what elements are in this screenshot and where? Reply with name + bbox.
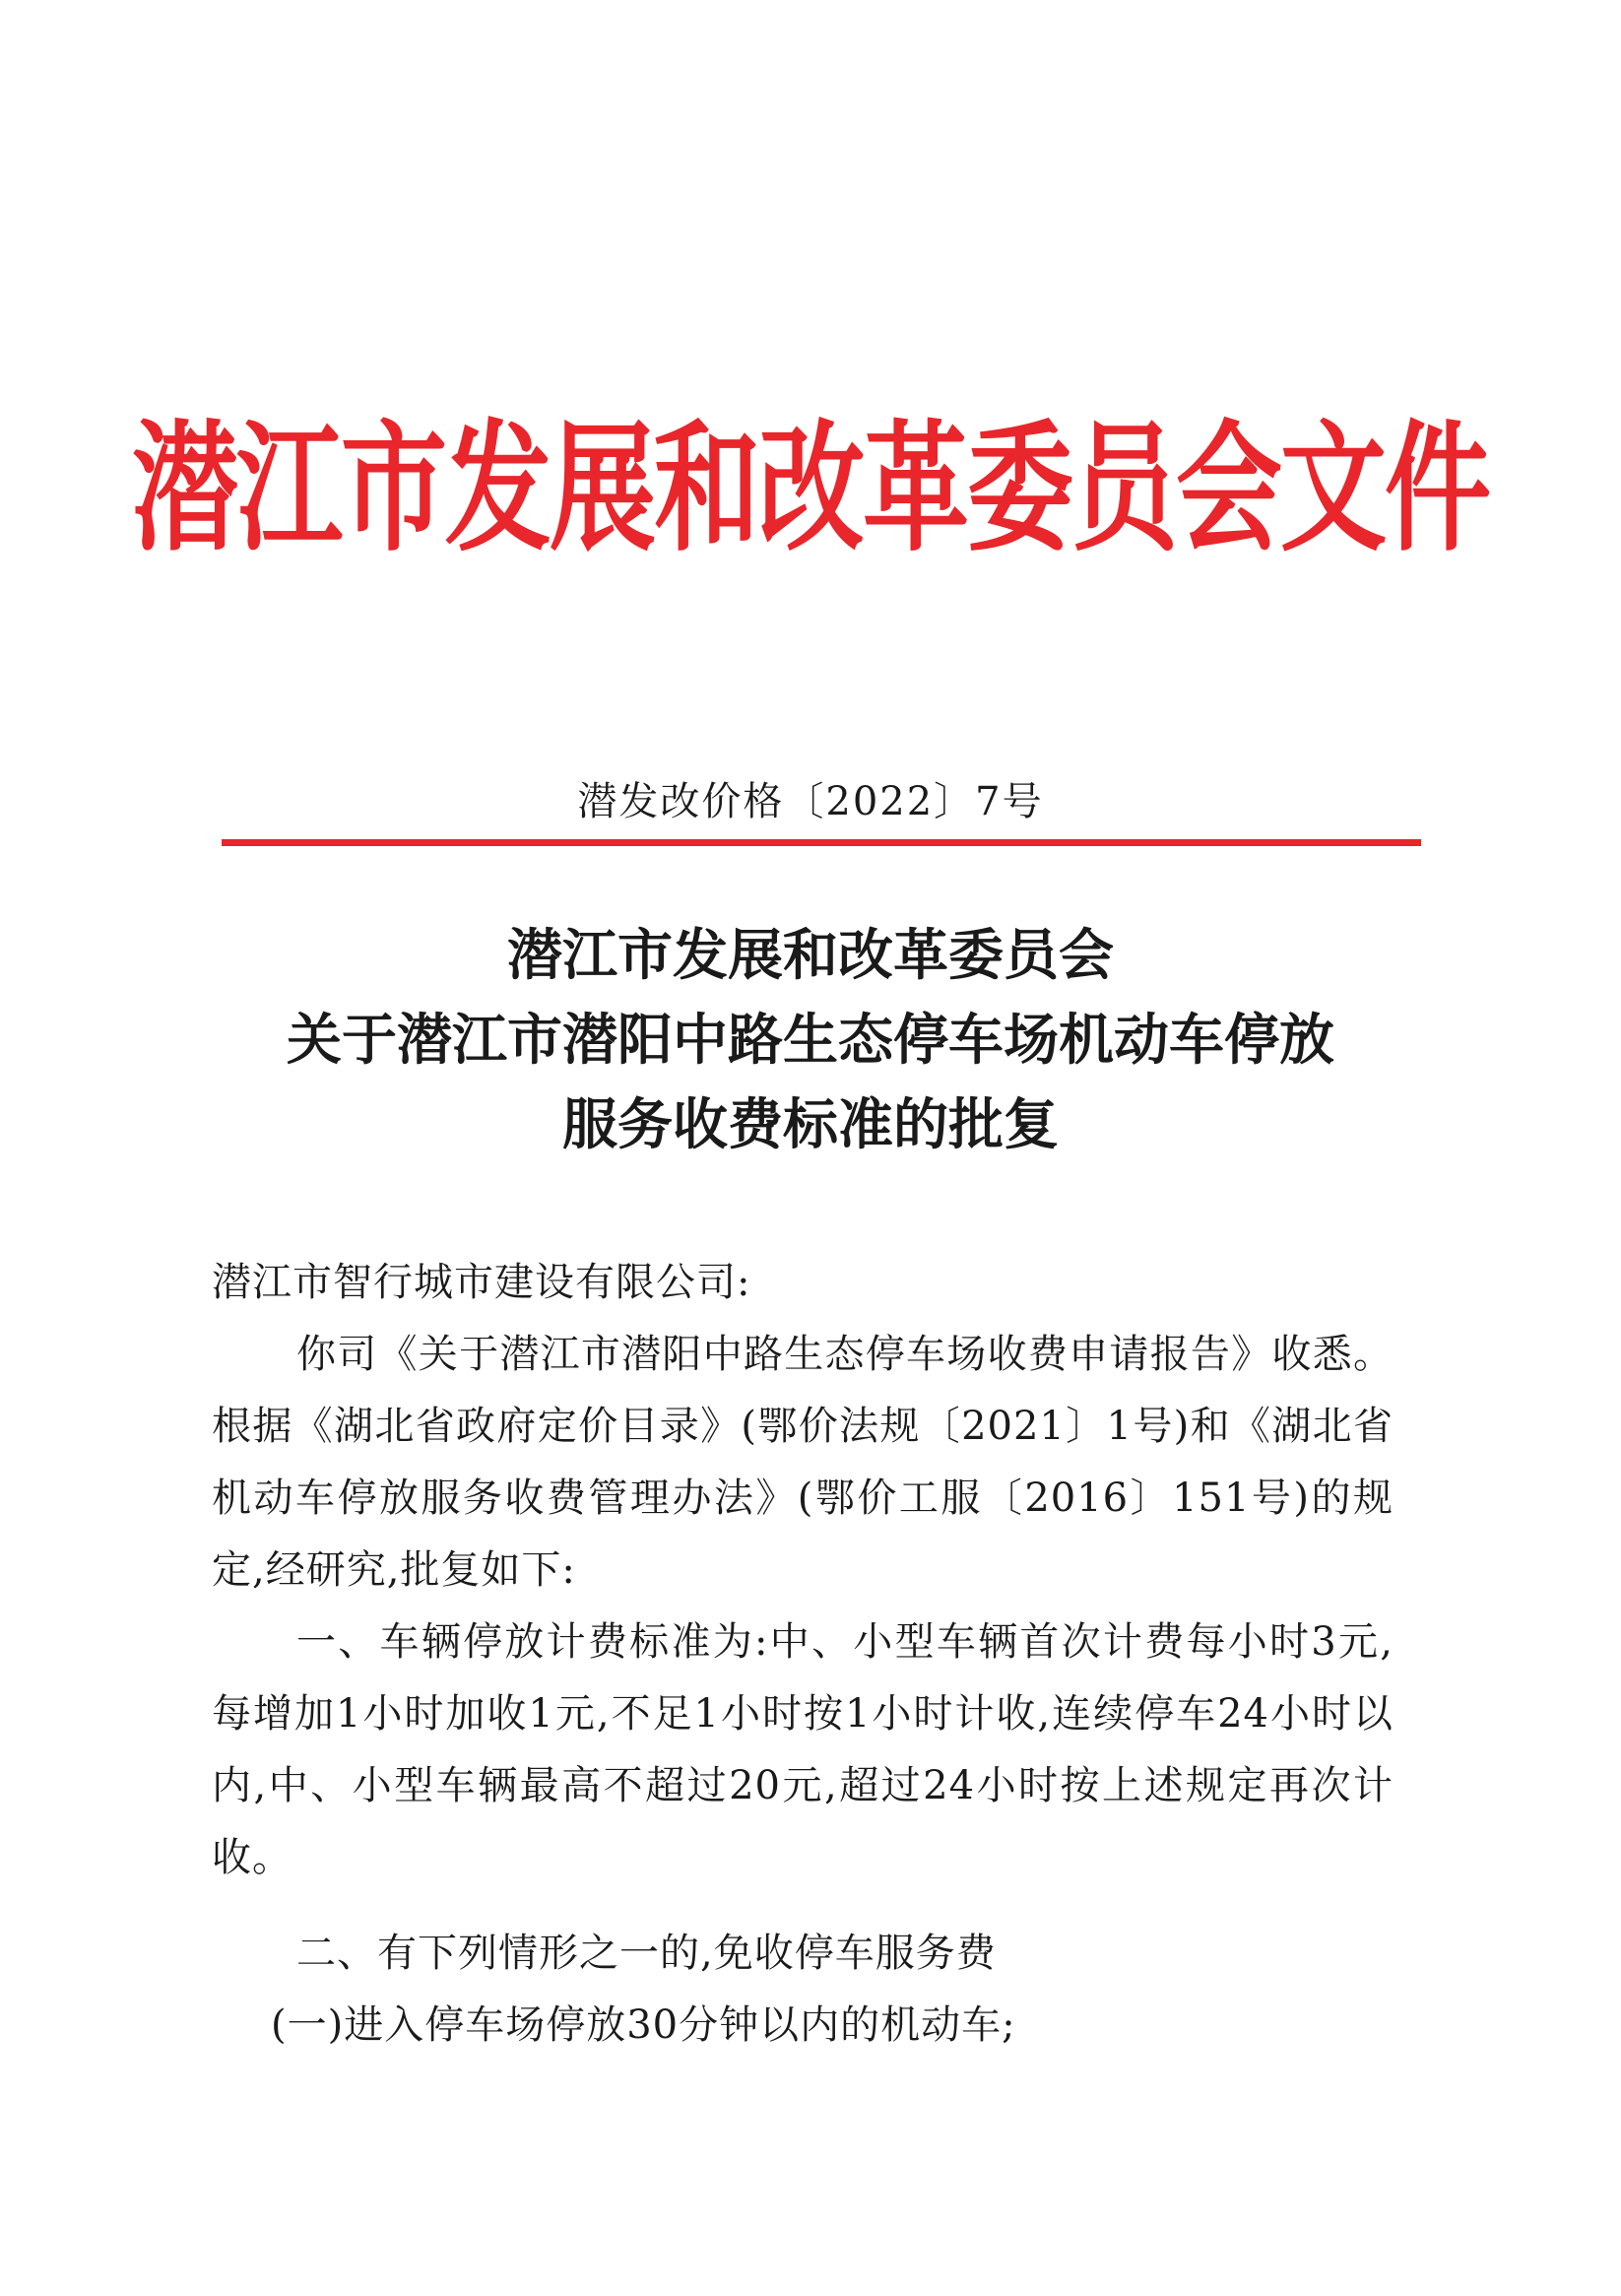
addressee: 潜江市智行城市建设有限公司: bbox=[212, 1260, 751, 1305]
paragraph-exemptions-heading: 二、有下列情形之一的,免收停车服务费 bbox=[296, 1931, 997, 1976]
document-title bbox=[0, 914, 1621, 1168]
document-body bbox=[212, 1247, 1394, 2062]
title-line-3: 服务收费标准的批复 bbox=[562, 1093, 1059, 1157]
title-line-2: 关于潜江市潜阳中路生态停车场机动车停放 bbox=[287, 1009, 1334, 1073]
issuer-masthead: 潜江市发展和改革委员会文件 bbox=[131, 408, 1489, 571]
title-line-1: 潜江市发展和改革委员会 bbox=[507, 924, 1114, 988]
document-number: 潜发改价格〔2022〕7号 bbox=[577, 779, 1044, 824]
paragraph-intro: 你司《关于潜江市潜阳中路生态停车场收费申请报告》收悉。根据《湖北省政府定价目录》(鄂价法规〔2021〕1号)和《湖北省机动车停放服务收费管理办法》(鄂价工服〔2016〕151号)的规定,经研究,批复如下: bbox=[212, 1332, 1394, 1593]
red-divider-line bbox=[222, 839, 1421, 846]
paragraph-exemption-1: (一)进入停车场停放30分钟以内的机动车; bbox=[271, 2002, 1016, 2048]
paragraph-fee-standard: 一、车辆停放计费标准为:中、小型车辆首次计费每小时3元,每增加1小时加收1元,不足1小时按1小时计收,连续停车24小时以内,中、小型车辆最高不超过20元,超过24小时按上述规定再次计收。 bbox=[212, 1619, 1394, 1880]
